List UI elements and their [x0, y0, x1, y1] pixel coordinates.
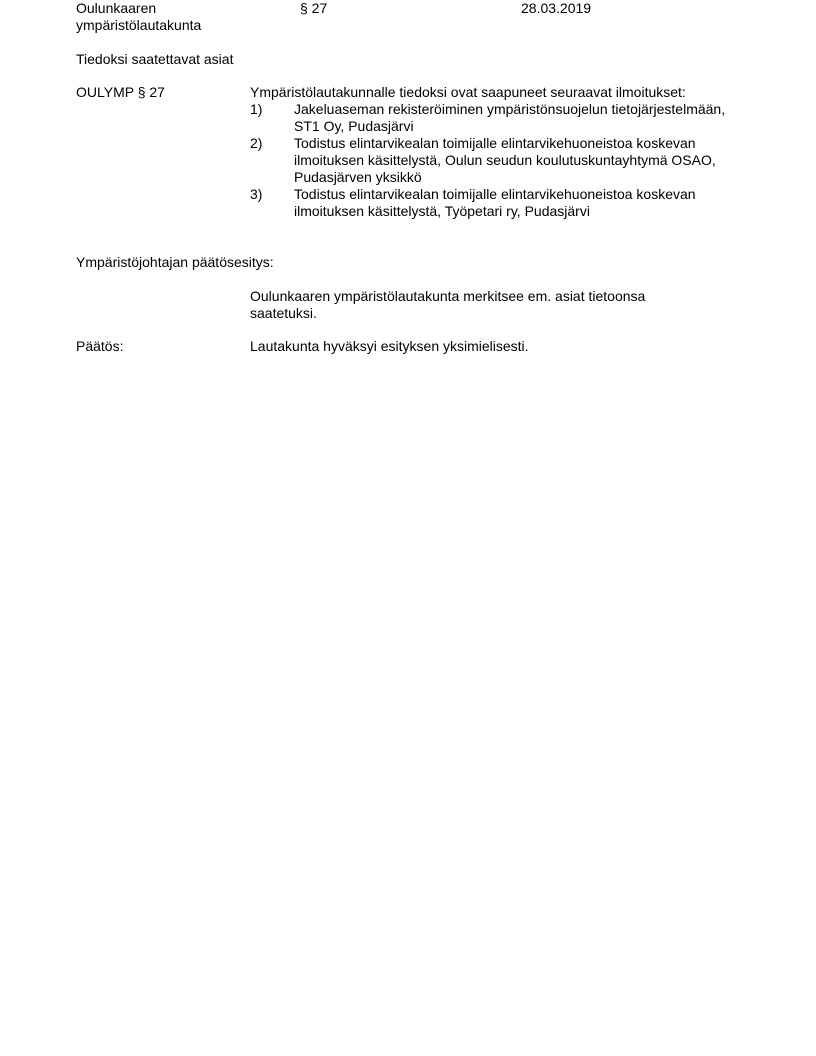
item-text: Todistus elintarvikealan toimijalle elintarvikehuoneistoa koskevan ilmoituksen käsittelystä, Työpetari ry, Pudasjärvi: [294, 186, 696, 219]
organization-name: Oulunkaaren ympäristölautakunta: [76, 0, 202, 33]
proposal-label: Ympäristöjohtajan päätösesitys:: [76, 254, 274, 270]
decision-text: Lautakunta hyväksyi esityksen yksimielisesti.: [250, 338, 529, 354]
item-number: 3): [250, 186, 263, 202]
item-number: 2): [250, 135, 263, 151]
list-item: [250, 135, 730, 186]
notification-list: [250, 101, 730, 220]
list-item: [250, 101, 730, 135]
subject-title: Tiedoksi saatettavat asiat: [76, 51, 234, 67]
intro-text: Ympäristölautakunnalle tiedoksi ovat saapuneet seuraavat ilmoitukset:: [250, 84, 686, 100]
item-text: Todistus elintarvikealan toimijalle elintarvikehuoneistoa koskevan ilmoituksen käsittelystä, Oulun seudun koulutuskuntayhtymä OSAO, Pudasjärven yksikkö: [294, 135, 716, 185]
section-number: § 27: [300, 0, 328, 16]
meeting-date: 28.03.2019: [521, 0, 592, 16]
item-number: 1): [250, 101, 263, 117]
decision-label: Päätös:: [76, 338, 124, 354]
reference-label: OULYMP § 27: [76, 84, 165, 100]
proposal-text: Oulunkaaren ympäristölautakunta merkitsee em. asiat tietoonsa saatetuksi.: [250, 288, 646, 321]
item-text: Jakeluaseman rekisteröiminen ympäristönsuojelun tietojärjestelmään, ST1 Oy, Pudasjärvi: [294, 101, 726, 134]
list-item: [250, 186, 730, 220]
